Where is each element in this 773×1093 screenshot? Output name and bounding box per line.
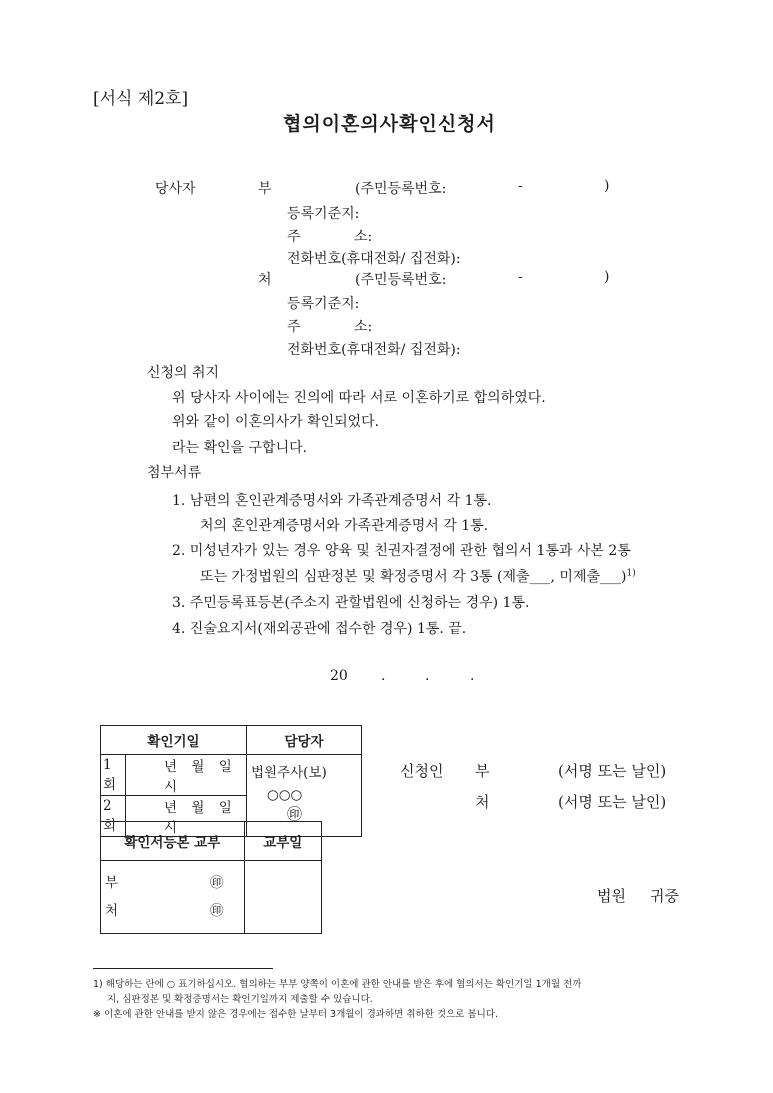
seal-icon: ㊞ (210, 875, 224, 891)
round-datetime (126, 755, 247, 796)
hour-label: 시 (164, 779, 178, 795)
page-title: 협의이혼의사확인신청서 (283, 113, 496, 135)
husband-rrn-close: ) (604, 178, 610, 194)
wife-address-label-a: 주 (287, 319, 301, 335)
applicant-husband-sign: (서명 또는 날인) (558, 762, 667, 780)
applicant-husband: 부 (475, 762, 490, 780)
husband-address-label-b: 소: (354, 229, 373, 245)
court-name: 법원 (597, 887, 626, 905)
wife-rrn-dash: - (518, 269, 523, 285)
date-dot: . (381, 668, 386, 684)
copy-delivery-table (100, 821, 322, 934)
day-label: 일 (218, 759, 232, 775)
footnote-divider (93, 968, 273, 969)
applicant-wife: 처 (475, 793, 490, 811)
husband-registry: 등록기준지: (287, 206, 360, 222)
attachment-item: 3. 주민등록표등본(주소지 관할법원에 신청하는 경우) 1통. (172, 595, 530, 611)
purpose-line: 라는 확인을 구합니다. (172, 440, 308, 456)
year-label: 년 (164, 759, 178, 775)
husband-address-label-a: 주 (287, 229, 301, 245)
husband-phone: 전화번호(휴대전화/ 집전화): (287, 251, 461, 267)
month-label: 월 (191, 800, 205, 816)
delivery-row-wife (105, 899, 240, 919)
wife-registry: 등록기준지: (287, 296, 360, 312)
wife-address-label-b: 소: (354, 319, 373, 335)
delivery-wife: 처 (105, 903, 119, 919)
purpose-line: 위 당사자 사이에는 진의에 따라 서로 이혼하기로 합의하였다. (172, 390, 546, 406)
attachment-item: 처의 혼인관계증명서와 가족관계증명서 각 1통. (200, 518, 489, 534)
hour-label: 시 (164, 820, 178, 836)
seal-icon: ㊞ (287, 805, 303, 823)
header-delivery-date: 교부일 (244, 822, 321, 861)
round-number: 1회 (101, 755, 126, 796)
delivery-recipients (101, 861, 245, 934)
wife-phone: 전화번호(휴대전화/ 집전화): (287, 342, 461, 358)
delivery-husband: 부 (105, 875, 119, 891)
applicant-wife-sign: (서명 또는 날인) (558, 793, 667, 811)
month-label: 월 (191, 759, 205, 775)
attachment-item (200, 566, 636, 586)
footnote-2: ※ 이혼에 관한 안내를 받지 않은 경우에는 접수한 날부터 3개월이 경과하면 취하한 것으로 봅니다. (93, 1009, 499, 1020)
day-label: 일 (218, 800, 232, 816)
form-number: [서식 제2호] (93, 89, 189, 109)
officer-title: 법원주사(보) (251, 765, 327, 781)
court-honorific: 귀중 (650, 887, 679, 905)
attachment-item-text: 또는 가정법원의 심판정본 및 확정증명서 각 3통 (제출___, 미제출___) (200, 569, 627, 585)
applicant-label: 신청인 (400, 762, 444, 780)
date-dot: . (425, 668, 430, 684)
husband-role: 부 (258, 181, 272, 197)
officer-name: ○○○ (267, 787, 303, 803)
wife-rrn-label: (주민등록번호: (355, 272, 447, 288)
footnote-1-cont: 지, 심판정본 및 확정증명서는 확인기일까지 제출할 수 있습니다. (107, 994, 373, 1005)
seal-icon: ㊞ (210, 903, 224, 919)
officer-sign-row (251, 787, 357, 824)
date-year: 20 (330, 668, 348, 684)
header-copy-delivery: 확인서등본 교부 (101, 822, 245, 861)
attachment-item: 2. 미성년자가 있는 경우 양육 및 친권자결정에 관한 협의서 1통과 사본 2통 (172, 543, 631, 559)
footnote-ref: 1) (626, 568, 636, 579)
attachment-item: 4. 진술요지서(재외공관에 접수한 경우) 1통. 끝. (172, 621, 467, 637)
wife-rrn-close: ) (604, 269, 610, 285)
delivery-date-cell (244, 861, 321, 934)
purpose-heading: 신청의 취지 (147, 365, 220, 381)
purpose-line: 위와 같이 이혼의사가 확인되었다. (172, 414, 380, 430)
header-confirm-date: 확인기일 (101, 726, 247, 755)
header-officer: 담당자 (247, 726, 362, 755)
parties-label: 당사자 (155, 181, 196, 197)
husband-rrn-dash: - (518, 178, 523, 194)
date-dot: . (470, 668, 475, 684)
husband-rrn-label: (주민등록번호: (355, 181, 447, 197)
delivery-row-husband (105, 871, 240, 891)
wife-role: 처 (258, 272, 272, 288)
attachments-heading: 첨부서류 (147, 465, 202, 481)
year-label: 년 (164, 800, 178, 816)
attachment-item: 1. 남편의 혼인관계증명서와 가족관계증명서 각 1통. (172, 493, 492, 509)
round-number: 2회 (101, 796, 126, 837)
footnote-1: 1) 해당하는 란에 ○ 표기하십시오. 협의하는 부부 양쪽이 이혼에 관한 안내를 받은 후에 협의서는 확인기일 1개월 전까 (93, 979, 582, 990)
